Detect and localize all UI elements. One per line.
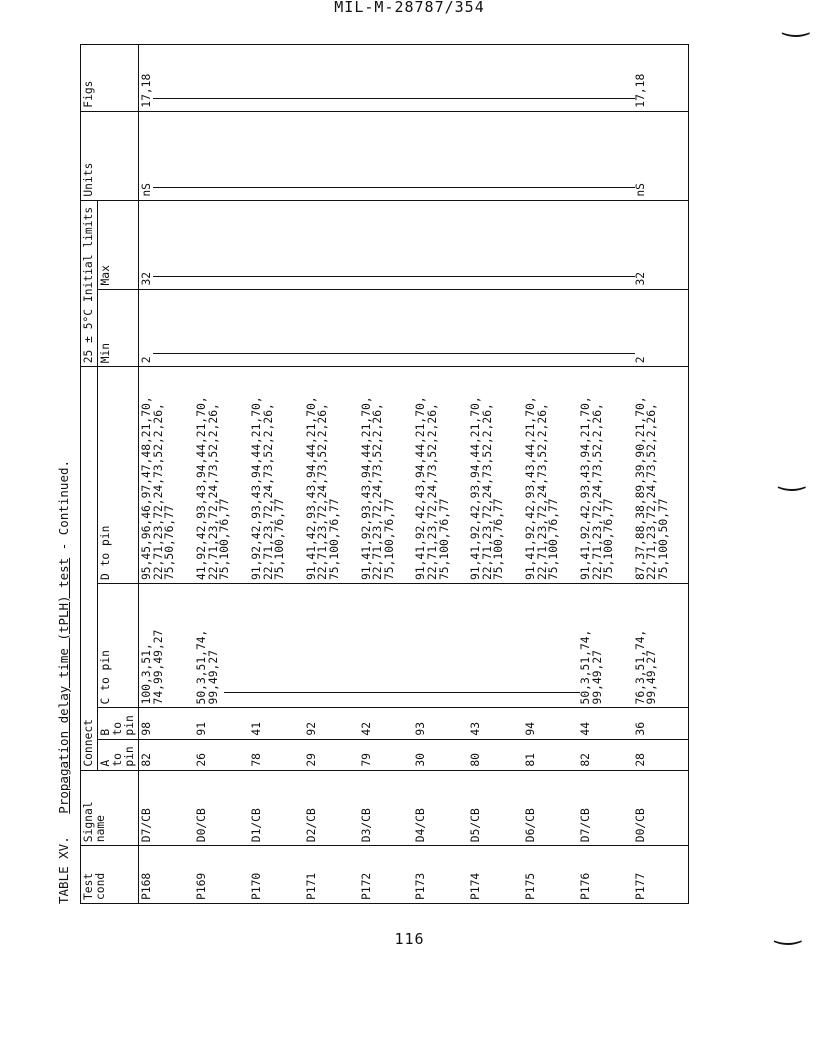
min-cell: 2 <box>139 289 195 367</box>
min-cell <box>249 289 304 367</box>
figs-cell <box>413 45 468 112</box>
continuation-line <box>357 276 416 277</box>
continuation-line <box>466 276 525 277</box>
continuation-line <box>521 353 580 354</box>
continuation-line <box>247 187 306 188</box>
continuation-line <box>302 353 361 354</box>
min-cell <box>359 289 414 367</box>
signal-name-cell: D7/CB <box>139 770 195 846</box>
units-cell <box>468 111 523 200</box>
max-cell <box>359 200 414 289</box>
continuation-line <box>153 187 196 188</box>
figs-cell <box>194 45 249 112</box>
c-to-pin-cell <box>413 584 468 708</box>
continuation-line <box>247 692 306 693</box>
test-cond-cell: P168 <box>139 846 195 904</box>
header-b-to-pin: B to pin <box>98 708 139 739</box>
min-cell <box>523 289 578 367</box>
b-to-pin-cell: 42 <box>359 708 414 739</box>
a-to-pin-cell: 79 <box>359 739 414 770</box>
b-to-pin-cell: 92 <box>304 708 359 739</box>
signal-name-cell: D7/CB <box>578 770 633 846</box>
a-to-pin-cell: 28 <box>633 739 689 770</box>
continuation-line <box>302 187 361 188</box>
b-to-pin-cell: 36 <box>633 708 689 739</box>
continuation-line <box>576 187 635 188</box>
continuation-line <box>153 353 196 354</box>
a-to-pin-cell: 29 <box>304 739 359 770</box>
binding-mark-bottom: ‿ <box>775 916 801 946</box>
signal-name-cell: D1/CB <box>249 770 304 846</box>
a-to-pin-cell: 78 <box>249 739 304 770</box>
continuation-line <box>247 353 306 354</box>
table-row <box>578 45 633 904</box>
figs-cell <box>578 45 633 112</box>
c-to-pin-cell <box>359 584 414 708</box>
continuation-line <box>576 98 635 99</box>
max-cell: 32 <box>139 200 195 289</box>
c-to-pin-cell: 76,3,51,74, 99,49,27 <box>633 584 689 708</box>
figs-cell: 17,18 <box>633 45 689 112</box>
d-to-pin-cell: 87,37,88,38,89,39,90,21,70, 22,71,23,72,24,73,52,2,26, 75,100,50,77 <box>633 367 689 584</box>
signal-name-cell: D0/CB <box>194 770 249 846</box>
test-cond-cell: P177 <box>633 846 689 904</box>
test-cond-cell: P173 <box>413 846 468 904</box>
header-c-to-pin: C to pin <box>98 584 139 708</box>
figs-cell <box>249 45 304 112</box>
signal-name-cell: D2/CB <box>304 770 359 846</box>
figs-cell: 17,18 <box>139 45 195 112</box>
header-max: Max <box>98 200 139 289</box>
a-to-pin-cell: 82 <box>139 739 195 770</box>
continuation-line <box>357 187 416 188</box>
header-connect: Connect <box>81 367 98 770</box>
test-cond-cell: P174 <box>468 846 523 904</box>
header-a-to-pin: A to pin <box>98 739 139 770</box>
d-to-pin-cell: 41,92,42,93,43,94,44,21,70, 22,71,23,72,24,73,52,2,26, 75,100,76,77 <box>194 367 249 584</box>
continuation-line <box>521 276 580 277</box>
min-cell <box>194 289 249 367</box>
table-row <box>194 45 249 904</box>
continuation-line <box>466 692 525 693</box>
figs-cell <box>359 45 414 112</box>
continuation-line <box>466 187 525 188</box>
test-cond-cell: P169 <box>194 846 249 904</box>
units-cell <box>249 111 304 200</box>
b-to-pin-cell: 41 <box>249 708 304 739</box>
continuation-line <box>153 276 196 277</box>
table-row <box>249 45 304 904</box>
signal-name-cell: D5/CB <box>468 770 523 846</box>
units-cell <box>194 111 249 200</box>
max-cell <box>413 200 468 289</box>
header-d-to-pin: D to pin <box>98 367 139 584</box>
continuation-line <box>192 276 251 277</box>
d-to-pin-cell: 91,41,42,93,43,94,44,21,70, 22,71,23,72,24,73,52,2,26, 75,100,76,77 <box>304 367 359 584</box>
b-to-pin-cell: 93 <box>413 708 468 739</box>
d-to-pin-cell: 95,45,96,46,97,47,48,21,70, 22,71,23,72,24,73,52,2,26, 75,50,76,77 <box>139 367 195 584</box>
binding-mark-middle: ‿ <box>779 462 805 492</box>
continuation-line <box>357 98 416 99</box>
figs-cell <box>523 45 578 112</box>
d-to-pin-cell: 91,92,42,93,43,94,44,21,70, 22,71,23,72,24,73,52,2,26, 75,100,76,77 <box>249 367 304 584</box>
a-to-pin-cell: 80 <box>468 739 523 770</box>
units-cell <box>523 111 578 200</box>
max-cell <box>578 200 633 289</box>
c-to-pin-cell <box>523 584 578 708</box>
min-cell <box>413 289 468 367</box>
b-to-pin-cell: 44 <box>578 708 633 739</box>
continuation-line <box>302 98 361 99</box>
a-to-pin-cell: 30 <box>413 739 468 770</box>
continuation-line <box>521 187 580 188</box>
d-to-pin-cell: 91,41,92,42,93,43,44,21,70, 22,71,23,72,24,73,52,2,26, 75,100,76,77 <box>523 367 578 584</box>
header-signal-name: Signal name <box>81 770 139 846</box>
propagation-delay-table <box>80 44 689 904</box>
units-cell <box>304 111 359 200</box>
header-figs: Figs <box>81 45 139 112</box>
c-to-pin-cell: 100,3,51, 74,99,49,27 <box>139 584 195 708</box>
max-cell <box>468 200 523 289</box>
units-cell: nS <box>633 111 689 200</box>
continuation-line <box>192 187 251 188</box>
test-cond-cell: P171 <box>304 846 359 904</box>
continuation-line <box>357 692 416 693</box>
table-row <box>468 45 523 904</box>
max-cell: 32 <box>633 200 689 289</box>
c-to-pin-cell <box>304 584 359 708</box>
continuation-line <box>247 98 306 99</box>
table-row <box>304 45 359 904</box>
caption-prefix: TABLE XV. <box>56 836 71 904</box>
continuation-line <box>576 276 635 277</box>
table-row <box>633 45 689 904</box>
continuation-line <box>153 98 196 99</box>
table-body <box>139 45 689 904</box>
continuation-line <box>466 353 525 354</box>
test-cond-cell: P170 <box>249 846 304 904</box>
continuation-line <box>411 692 470 693</box>
d-to-pin-cell: 91,41,92,42,93,43,94,21,70, 22,71,23,72,24,73,52,2,26, 75,100,76,77 <box>578 367 633 584</box>
table-row <box>359 45 414 904</box>
binding-mark-top: ‿ <box>783 8 809 38</box>
d-to-pin-cell: 91,41,92,42,43,94,44,21,70, 22,71,23,72,24,73,52,2,26, 75,100,76,77 <box>413 367 468 584</box>
d-to-pin-cell: 91,41,92,93,43,94,44,21,70, 22,71,23,72,24,73,52,2,26, 75,100,76,77 <box>359 367 414 584</box>
figs-cell <box>304 45 359 112</box>
continuation-line <box>521 98 580 99</box>
min-cell <box>468 289 523 367</box>
units-cell <box>359 111 414 200</box>
header-units: Units <box>81 111 139 200</box>
b-to-pin-cell: 94 <box>523 708 578 739</box>
continuation-line <box>302 276 361 277</box>
continuation-line <box>466 98 525 99</box>
continuation-line <box>192 98 251 99</box>
b-to-pin-cell: 98 <box>139 708 195 739</box>
page-number: 116 <box>394 930 425 948</box>
a-to-pin-cell: 81 <box>523 739 578 770</box>
units-cell <box>578 111 633 200</box>
d-to-pin-cell: 91,41,92,42,93,94,44,21,70, 22,71,23,72,24,73,52,2,26, 75,100,76,77 <box>468 367 523 584</box>
table-row <box>413 45 468 904</box>
header-test-cond: Test cond <box>81 846 139 904</box>
min-cell: 2 <box>633 289 689 367</box>
rotated-table-block <box>52 44 692 904</box>
continuation-line <box>192 353 251 354</box>
table-row <box>523 45 578 904</box>
units-cell: nS <box>139 111 195 200</box>
continuation-line <box>411 98 470 99</box>
continuation-line <box>302 692 361 693</box>
test-cond-cell: P176 <box>578 846 633 904</box>
c-to-pin-cell: 50,3,51,74, 99,49,27 <box>578 584 633 708</box>
table-caption <box>52 460 76 904</box>
caption-suffix: - Continued. <box>56 459 71 558</box>
max-cell <box>304 200 359 289</box>
continuation-line <box>357 353 416 354</box>
continuation-line <box>247 276 306 277</box>
max-cell <box>523 200 578 289</box>
test-cond-cell: P172 <box>359 846 414 904</box>
continuation-line <box>411 276 470 277</box>
max-cell <box>249 200 304 289</box>
a-to-pin-cell: 26 <box>194 739 249 770</box>
header-min: Min <box>98 289 139 367</box>
min-cell <box>578 289 633 367</box>
c-to-pin-cell <box>468 584 523 708</box>
continuation-line <box>521 692 580 693</box>
signal-name-cell: D0/CB <box>633 770 689 846</box>
c-to-pin-cell <box>249 584 304 708</box>
units-cell <box>413 111 468 200</box>
continuation-line <box>576 353 635 354</box>
figs-cell <box>468 45 523 112</box>
table-row <box>139 45 195 904</box>
min-cell <box>304 289 359 367</box>
document-id: MIL-M-28787/354 <box>334 0 485 16</box>
header-temp-limits: 25 ± 5°C Initial limits <box>81 200 98 367</box>
test-cond-cell: P175 <box>523 846 578 904</box>
b-to-pin-cell: 91 <box>194 708 249 739</box>
c-to-pin-cell: 50,3,51,74, 99,49,27 <box>194 584 249 708</box>
caption-title: Propagation delay time (tPLH) test <box>56 557 71 814</box>
signal-name-cell: D3/CB <box>359 770 414 846</box>
signal-name-cell: D6/CB <box>523 770 578 846</box>
max-cell <box>194 200 249 289</box>
continuation-line <box>411 187 470 188</box>
signal-name-cell: D4/CB <box>413 770 468 846</box>
continuation-line <box>411 353 470 354</box>
a-to-pin-cell: 82 <box>578 739 633 770</box>
b-to-pin-cell: 43 <box>468 708 523 739</box>
